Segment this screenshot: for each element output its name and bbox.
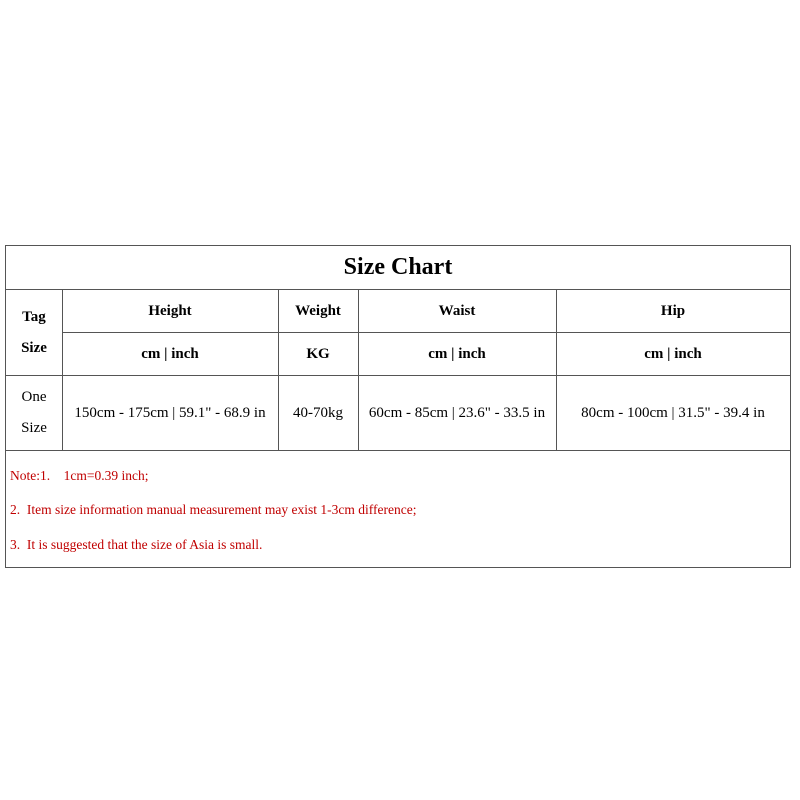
unit-weight: KG — [306, 345, 330, 362]
size-chart-table — [5, 245, 791, 568]
header-hip: Hip — [660, 303, 686, 319]
value-weight: 40-70kg — [293, 404, 343, 421]
table-title: Size Chart — [6, 246, 790, 290]
header-weight: Weight — [295, 303, 341, 319]
header-height: Height — [148, 303, 192, 319]
size-value-line1: One — [21, 389, 47, 405]
unit-hip: cm | inch — [644, 345, 702, 362]
unit-height: cm | inch — [141, 345, 199, 362]
value-height: 150cm - 175cm | 59.1" - 68.9 in — [74, 404, 266, 421]
note-3: 3. It is suggested that the size of Asia is small. — [10, 537, 263, 552]
value-waist: 60cm - 85cm | 23.6" - 33.5 in — [368, 404, 546, 421]
tag-size-header — [6, 290, 62, 375]
unit-waist: cm | inch — [428, 345, 486, 362]
row-bottom-rule — [6, 450, 790, 451]
note-1: Note:1. 1cm=0.39 inch; — [10, 468, 149, 483]
size-label: Size — [21, 339, 47, 356]
size-value-line2: Size — [21, 420, 47, 436]
note-2: 2. Item size information manual measurement may exist 1-3cm difference; — [10, 502, 417, 517]
header-waist: Waist — [438, 303, 476, 319]
tag-label: Tag — [22, 308, 46, 325]
size-one-size — [6, 376, 62, 450]
value-hip: 80cm - 100cm | 31.5" - 39.4 in — [581, 404, 765, 421]
